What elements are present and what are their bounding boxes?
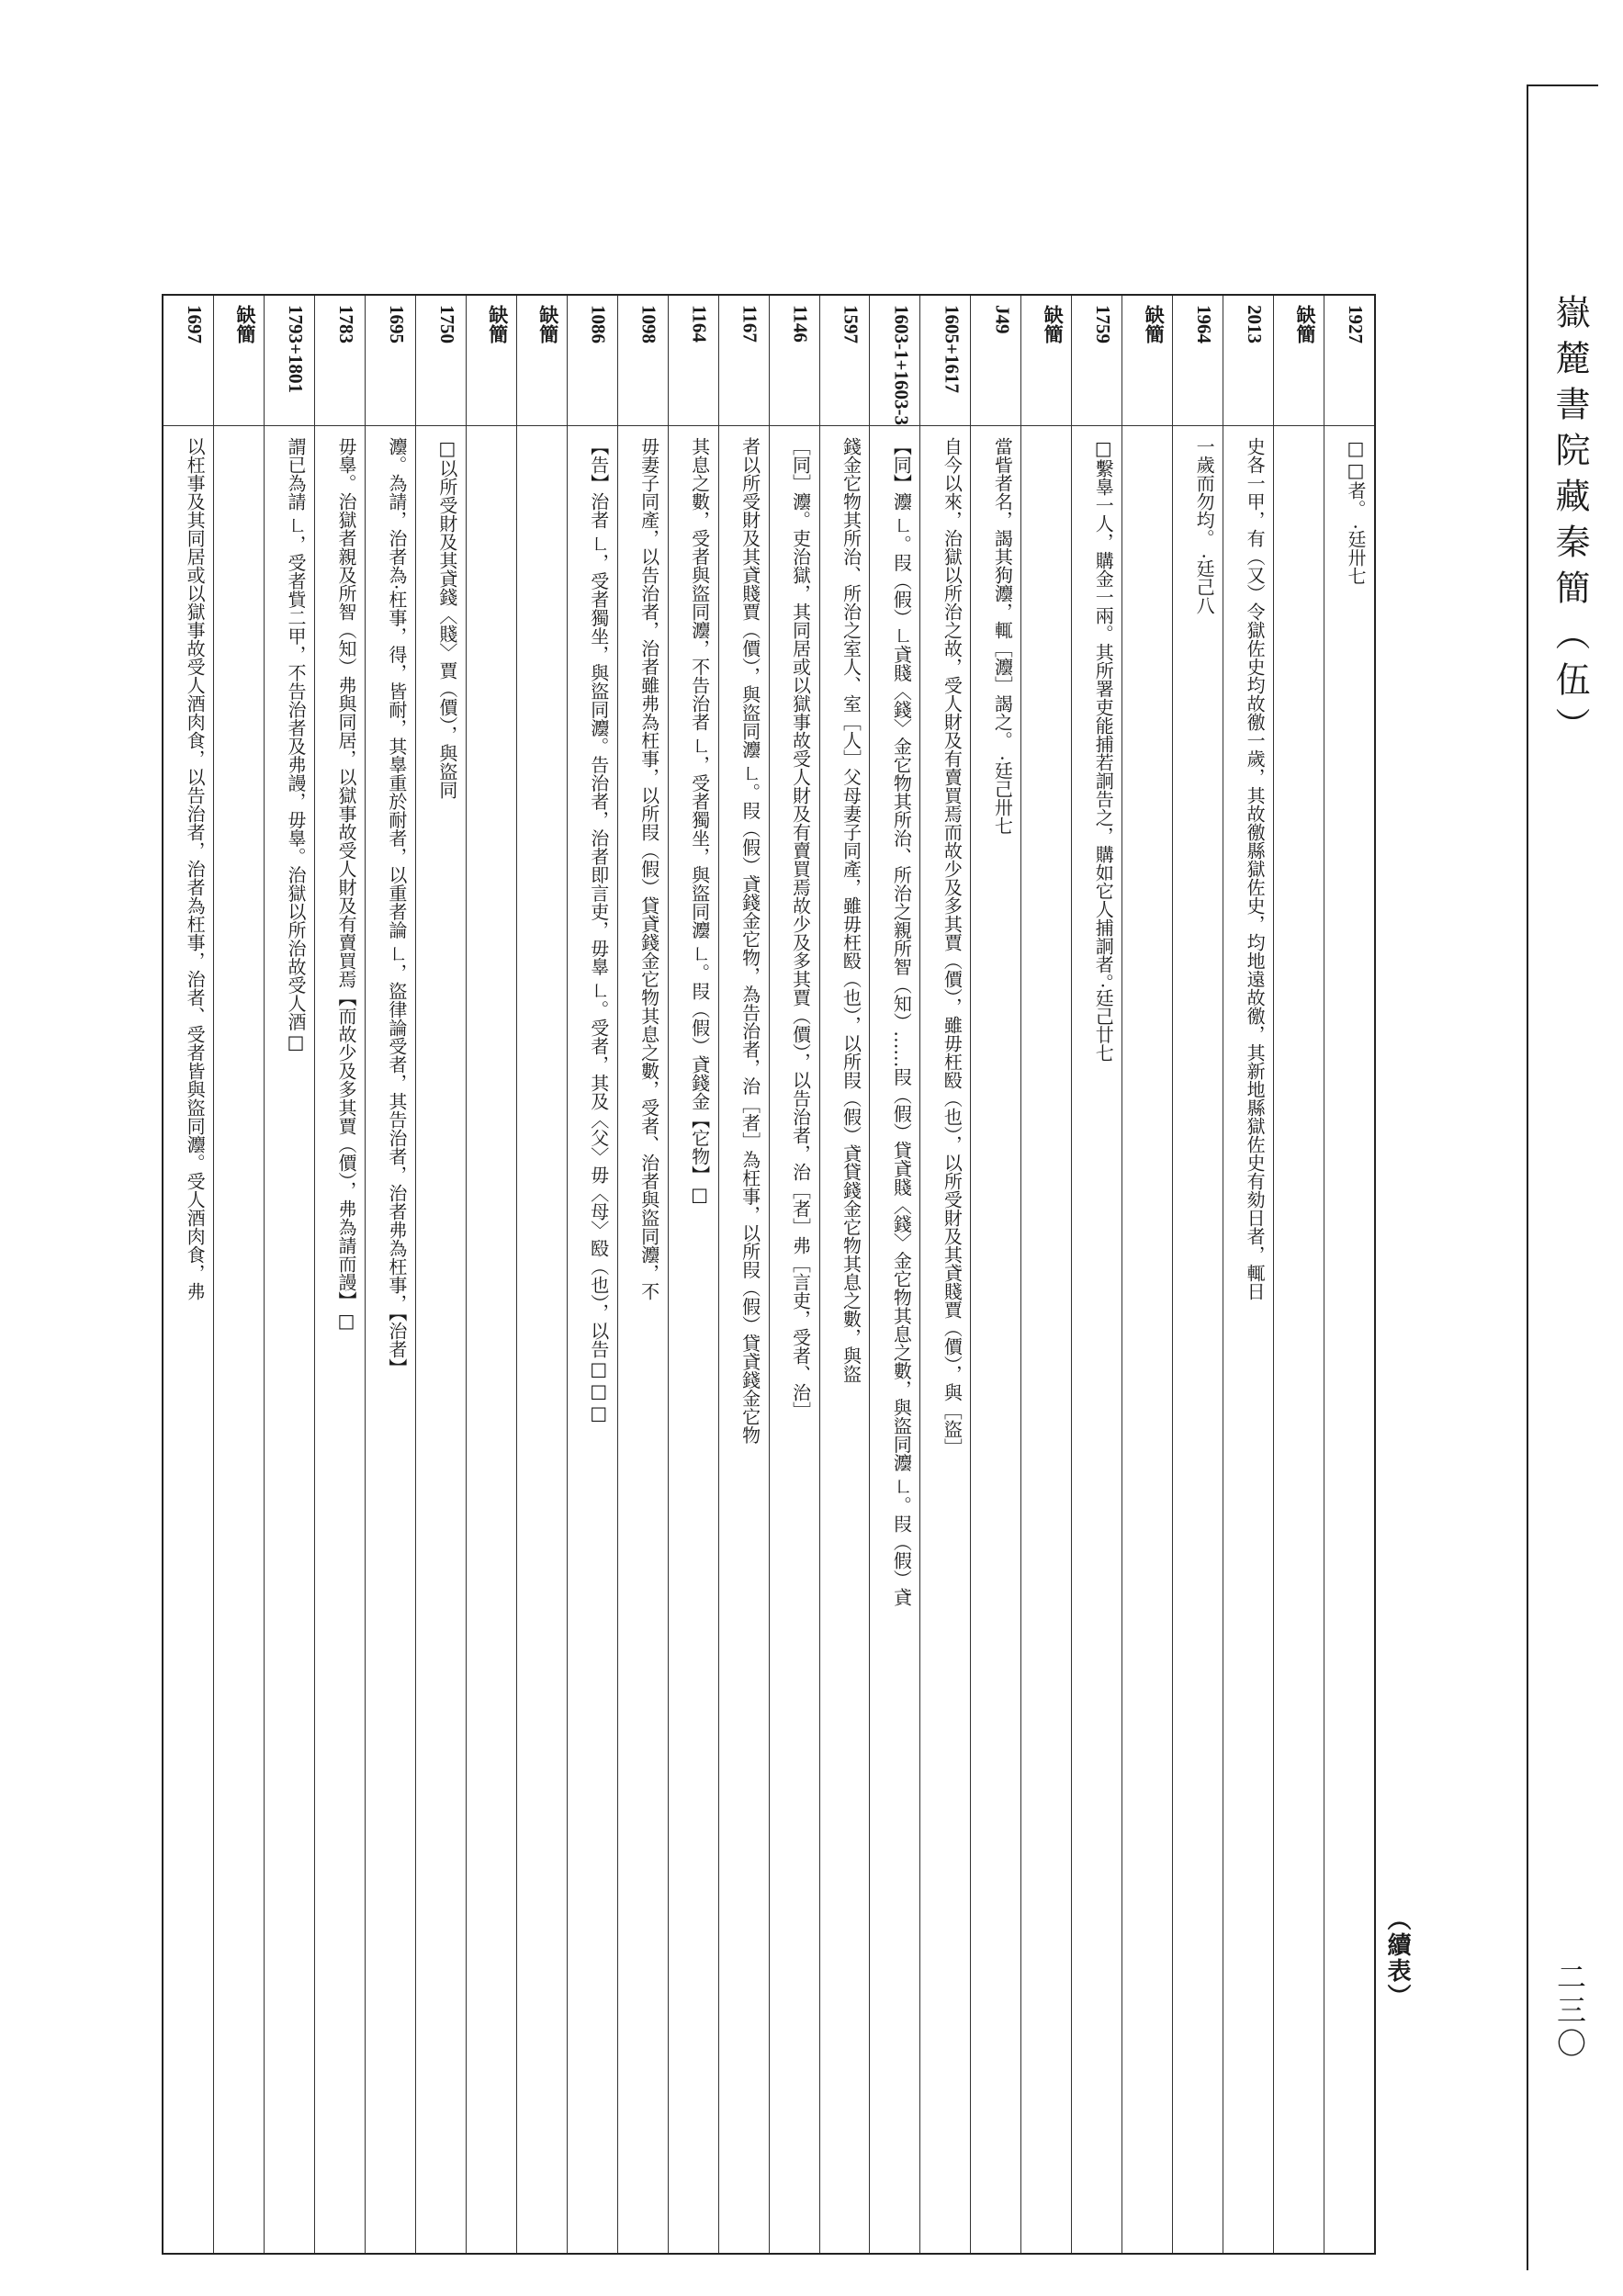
margin-rule-top — [1527, 84, 1598, 86]
table-row — [516, 296, 567, 2253]
slip-number: 1597 — [820, 296, 870, 426]
slip-number: 1167 — [719, 296, 769, 426]
slip-number: 缺簡 — [214, 296, 264, 426]
slip-text: □以所受財及其貣錢〈賤〉賈（價），與盜同 — [435, 437, 458, 799]
slip-text: ［同］灋。吏治獄，其同居或以獄事故受人財及有賣買焉故少及多其賈（價），以告治者，治［者］弗［言吏，受者、治］ — [789, 437, 812, 1420]
slip-text — [517, 426, 567, 2253]
slip-number: 2013 — [1223, 296, 1273, 426]
slip-text: 其息之數，受者與盜同灋，不告治者 ㇗，受者獨坐，與盜同灋 ㇗。叚（假）貣錢金【它物】□ — [688, 437, 711, 1206]
slip-number: 1759 — [1072, 296, 1121, 426]
slip-number: 1697 — [163, 296, 213, 426]
slip-text — [1122, 426, 1172, 2253]
table-row — [213, 296, 264, 2253]
slip-text: □□者。 ·廷卅七 — [1345, 437, 1367, 585]
slip-number: 1603-1+1603-3 — [870, 296, 919, 426]
slip-text: 毋辠。治獄者親及所智（知）弗與同居，以獄事故受人財及有賣買焉【而故少及多其賈（價），弗為請而謾】□ — [334, 437, 357, 1332]
slip-text — [1021, 426, 1071, 2253]
table-row — [466, 296, 516, 2253]
table-row — [869, 296, 919, 2253]
table-row — [1121, 296, 1172, 2253]
table-row — [617, 296, 668, 2253]
slip-table — [162, 294, 1376, 2255]
table-row — [919, 296, 970, 2253]
table-row — [769, 296, 819, 2253]
slip-text: 以枉事及其同居或以獄事故受人酒肉食，以告治者，治者為枉事，治者、受者皆與盜同灋。受人酒肉食，弗 — [184, 437, 207, 1300]
slip-text: 灋。為請，治者為·枉事，得，皆耐，其辠重於耐者，以重者論 ㇗，盜律論受者，其告治者，治者弗為枉事，【治者】 — [385, 437, 408, 1377]
slip-number: J49 — [971, 296, 1020, 426]
table-row — [365, 296, 415, 2253]
slip-text: □繫辠一人，購金一兩。其所署吏能捕若詗告之，購如它人捕詗者。·廷己廿七 — [1092, 437, 1115, 1063]
margin-rule — [1527, 84, 1528, 2270]
slip-number: 缺簡 — [1021, 296, 1071, 426]
running-title: 嶽麓書院藏秦簡（伍） — [1550, 294, 1590, 753]
slip-number: 1793+1801 — [265, 296, 314, 426]
slip-number: 1098 — [618, 296, 668, 426]
slip-number: 1086 — [568, 296, 617, 426]
slip-text: 史各一甲，有（又）令獄佐史均故徼一歲，其故徼縣獄佐史，均地遠故徼，其新地縣獄佐史有劾日者，輒日 — [1244, 437, 1267, 1300]
slip-text: 錢金它物其所治、所治之室人、室［人］父母妻子同產，雖毋枉殹（也），以所叚（假）貣貸錢金它物其息之數，與盜 — [840, 437, 862, 1383]
table-row — [1324, 296, 1374, 2253]
slip-number: 缺簡 — [517, 296, 567, 426]
table-row — [1020, 296, 1071, 2253]
slip-number: 1695 — [366, 296, 415, 426]
table-row — [163, 296, 213, 2253]
slip-text — [467, 426, 516, 2253]
table-row — [1223, 296, 1273, 2253]
table-row — [264, 296, 314, 2253]
slip-text — [214, 426, 264, 2253]
slip-number: 1146 — [770, 296, 819, 426]
table-row — [1273, 296, 1324, 2253]
slip-text: 一歲而勿均。 ·廷己八 — [1193, 437, 1216, 614]
slip-text: 者以所受財及其貣賤賈（價），與盜同灋 ㇗。叚（假）貣錢金它物，為告治者，治［者］為枉事，以所叚（假）貸貣錢金它物 — [738, 437, 761, 1445]
table-row — [314, 296, 365, 2253]
table-row — [718, 296, 769, 2253]
slip-number: 1783 — [315, 296, 365, 426]
slip-number: 缺簡 — [1274, 296, 1324, 426]
slip-number: 1164 — [669, 296, 718, 426]
slip-text: 【同】灋 ㇗。叚（假）㇗貣賤〈錢〉金它物其所治、所治之親所智（知）……叚（假）貸貣賤〈錢〉金它物其息之數，與盜同灋 ㇗。叚（假）貣 — [890, 437, 913, 1606]
page-number: 二三〇 — [1552, 1962, 1587, 2061]
table-row — [415, 296, 466, 2253]
slip-number: 1605+1617 — [920, 296, 970, 426]
slip-number: 1964 — [1173, 296, 1223, 426]
slip-text: 當眥者名，謁其狗灋，輒［灋］謁之。 ·廷己卅七 — [991, 437, 1014, 835]
slip-text: 謂已為請 ㇗，受者貲二甲，不告治者及弗謾，毋辠。治獄以所治故受人酒□ — [284, 437, 307, 1053]
slip-number: 1750 — [416, 296, 466, 426]
continued-table-note: （續表） — [1383, 1907, 1411, 2009]
table-row — [668, 296, 718, 2253]
slip-text: 自今以來，治獄以所治之故，受人財及有賣買焉而故少及多其賈（價），雖毋枉殹（也），以所受財及其貣賤賈（價），與［盜］ — [941, 437, 964, 1457]
slip-number: 1927 — [1324, 296, 1374, 426]
table-row — [1172, 296, 1223, 2253]
slip-text — [1274, 426, 1324, 2253]
table-row — [567, 296, 617, 2253]
slip-number: 缺簡 — [467, 296, 516, 426]
slip-text: 毋妻子同產，以告治者，治者雖弗為枉事，以所叚（假）貸貣錢金它物其息之數，受者、治者與盜同灋，不 — [637, 437, 660, 1300]
table-row — [1071, 296, 1121, 2253]
table-row — [970, 296, 1020, 2253]
table-row — [819, 296, 870, 2253]
slip-text: 【告】治者 ㇗，受者獨坐，與盜同灋。告治者，治者即言吏，毋辠 ㇗。受者，其及〈父〉毋〈母〉殹（也），以告□□□ — [587, 437, 610, 1424]
slip-number: 缺簡 — [1122, 296, 1172, 426]
